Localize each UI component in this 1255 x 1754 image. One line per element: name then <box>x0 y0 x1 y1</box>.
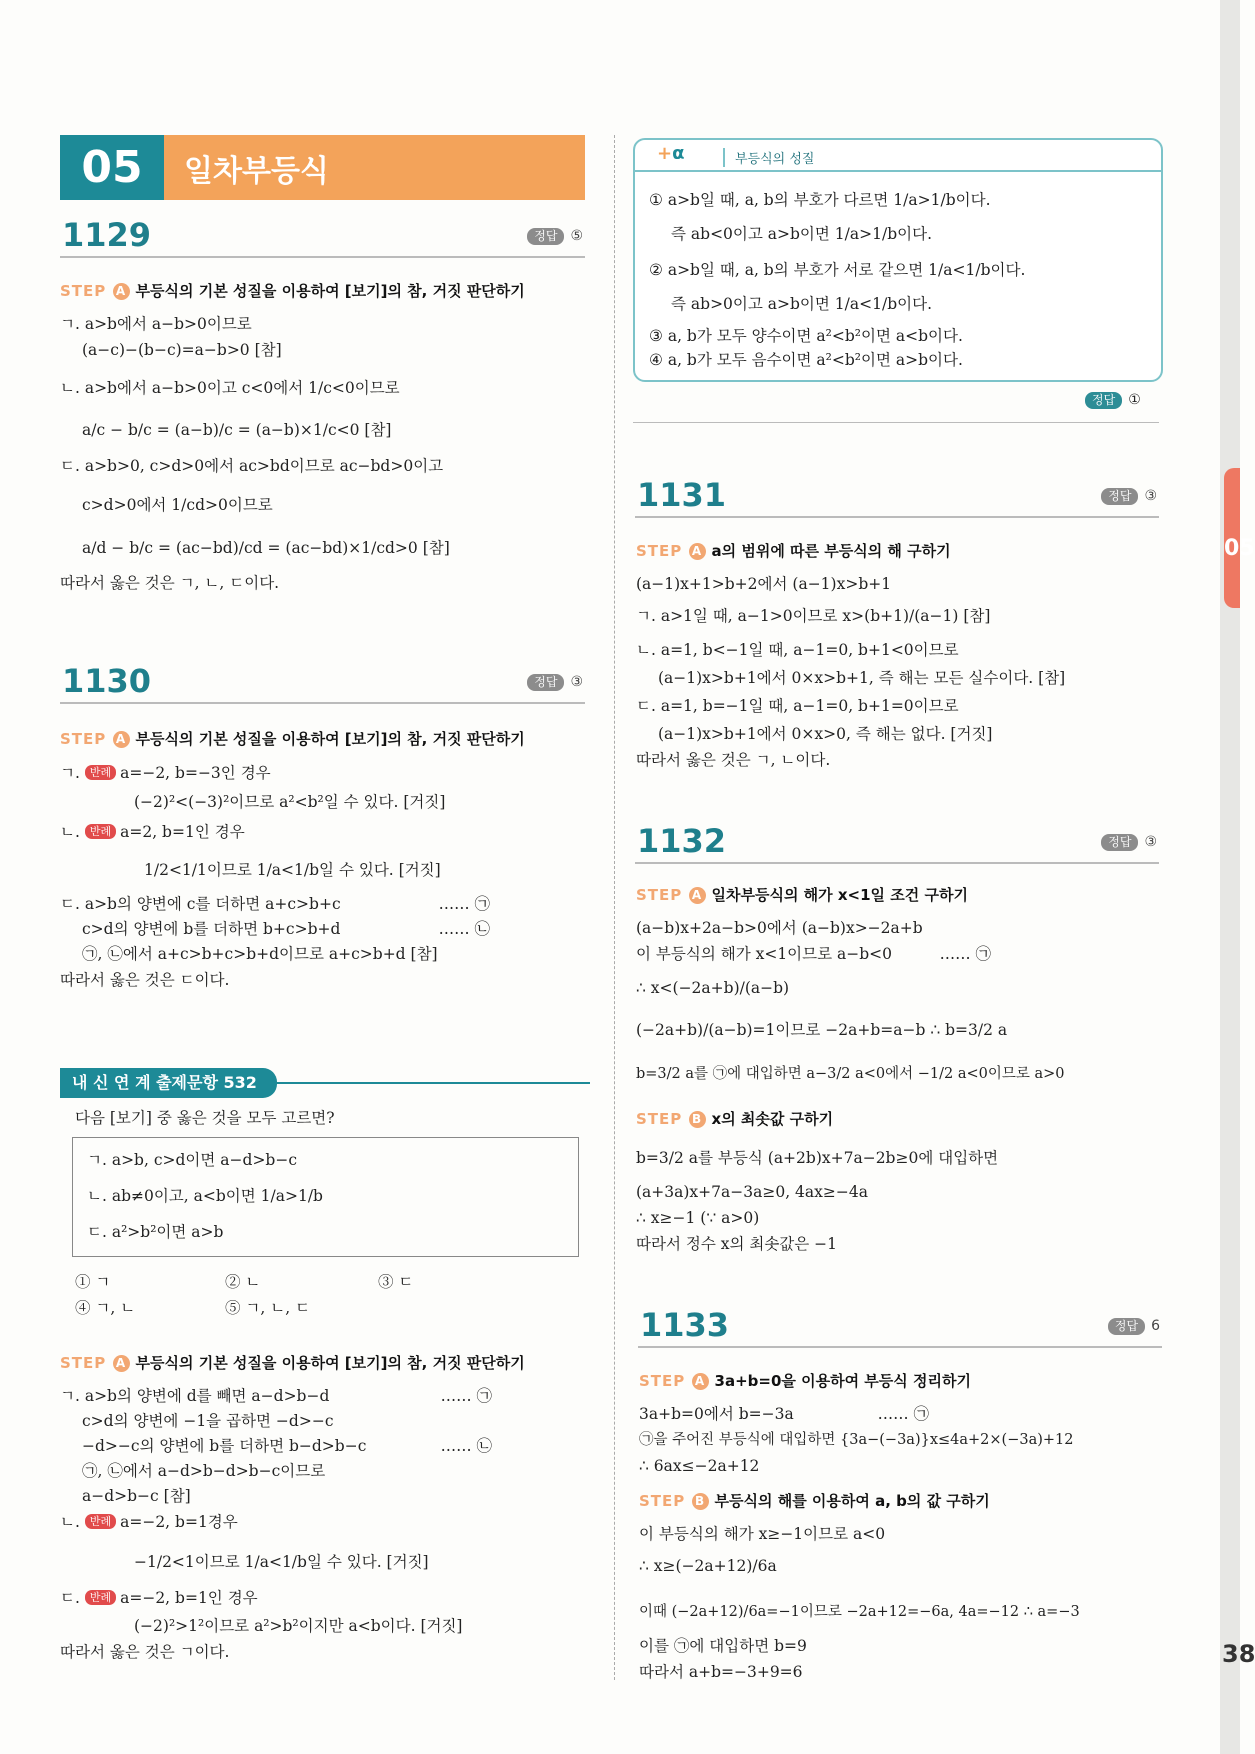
solution-conclusion: 따라서 a+b=−3+9=6 <box>639 1663 803 1681</box>
solution-line: ㄴ. 반례 a=−2, b=1경우 <box>60 1513 238 1531</box>
solution-line: 이 부등식의 해가 x≥−1이므로 a<0 <box>639 1525 886 1543</box>
solution-line: (a−1)x>b+1에서 0×x>b+1, 즉 해는 모든 실수이다. [참] <box>658 669 1066 687</box>
solution-line: c>d의 양변에 −1을 곱하면 −d>−c <box>82 1412 334 1430</box>
solution-line: ㄴ. 반례 a=2, b=1인 경우 <box>60 823 245 841</box>
problem-number: 1131 <box>637 476 727 514</box>
solution-line: (a−1)x+1>b+2에서 (a−1)x>b+1 <box>636 575 892 593</box>
solution-conclusion: 따라서 정수 x의 최솟값은 −1 <box>636 1235 838 1253</box>
solution-line: b=3/2 a를 부등식 (a+2b)x+7a−2b≥0에 대입하면 <box>636 1149 999 1167</box>
section-rule <box>633 422 1159 423</box>
solution-line: ∴ 6ax≤−2a+12 <box>639 1457 760 1475</box>
solution-line: ㄱ. a>b에서 a−b>0이므로 <box>60 315 252 333</box>
solution-line: (−2)²>1²이므로 a²>b²이지만 a<b이다. [거짓] <box>134 1617 463 1635</box>
step-b-1132: STEP B x의 최솟값 구하기 <box>636 1110 834 1128</box>
solution-line: b=3/2 a를 ㉠에 대입하면 a−3/2 a<0에서 −1/2 a<0이므로 a>0 <box>636 1066 1065 1082</box>
answer: 정답 ① <box>1085 390 1141 410</box>
answer: 정답 ③ <box>1101 834 1157 851</box>
solution-line: a/c − b/c = (a−b)/c = (a−b)×1/c<0 [참] <box>82 421 392 439</box>
plus-alpha-header <box>635 140 1161 172</box>
solution-conclusion: 따라서 옳은 것은 ㄱ, ㄴ, ㄷ이다. <box>60 574 280 592</box>
naesin-rule <box>265 1082 590 1084</box>
step-a-naesin: STEP A 부등식의 기본 성질을 이용하여 [보기]의 참, 거짓 판단하기 <box>60 1354 525 1372</box>
step-a-1133: STEP A 3a+b=0을 이용하여 부등식 정리하기 <box>639 1372 971 1390</box>
step-a-1132: STEP A 일차부등식의 해가 x<1일 조건 구하기 <box>636 886 968 904</box>
property-line: ② a>b일 때, a, b의 부호가 서로 같으면 1/a<1/b이다. <box>649 261 1026 279</box>
problem-number: 1132 <box>637 822 727 860</box>
property-line: ① a>b일 때, a, b의 부호가 다르면 1/a>1/b이다. <box>649 191 991 209</box>
bogi-item: ㄴ. ab≠0이고, a<b이면 1/a>1/b <box>87 1187 323 1205</box>
property-line: ③ a, b가 모두 양수이면 a²<b²이면 a<b이다. <box>649 327 963 345</box>
page-edge-shade <box>1220 0 1255 1754</box>
counterexample-badge: 반례 <box>85 1514 116 1529</box>
solution-line: (a+3a)x+7a−3a≥0, 4ax≥−4a <box>636 1183 868 1201</box>
solution-line: ㉠, ㉡에서 a+c>b+c>b+d이므로 a+c>b+d [참] <box>82 945 438 963</box>
chapter-title: 일차부등식 <box>164 135 585 200</box>
choice-3[interactable]: ③ ㄷ <box>378 1273 414 1291</box>
answer: 정답 6 <box>1108 1318 1160 1335</box>
plus-alpha-icon: +α <box>657 143 685 164</box>
solution-line: (a−c)−(b−c)=a−b>0 [참] <box>82 341 282 359</box>
solution-line: (a−1)x>b+1에서 0×x>0, 즉 해는 없다. [거짓] <box>658 725 993 743</box>
solution-line: ㉠을 주어진 부등식에 대입하면 {3a−(−3a)}x≤4a+2×(−3a)+12 <box>639 1432 1074 1448</box>
solution-line: 3a+b=0에서 b=−3a …… ㉠ <box>639 1405 929 1423</box>
counterexample-badge: 반례 <box>85 1590 116 1605</box>
solution-line: a/d − b/c = (ac−bd)/cd = (ac−bd)×1/cd>0 [참] <box>82 539 450 557</box>
page-number: 38 <box>1222 1640 1255 1668</box>
naesin-banner: 내 신 연 계 출제문항 532 <box>60 1068 277 1098</box>
problem-header-1129 <box>60 216 585 258</box>
solution-line: ㄷ. a>b>0, c>d>0에서 ac>bd이므로 ac−bd>0이고 <box>60 457 444 475</box>
problem-header-1132 <box>635 822 1159 864</box>
solution-line: (a−b)x+2a−b>0에서 (a−b)x>−2a+b <box>636 919 923 937</box>
solution-line: ㄱ. a>1일 때, a−1>0이므로 x>(b+1)/(a−1) [참] <box>636 607 991 625</box>
chapter-side-tab[interactable]: 05 <box>1224 468 1240 608</box>
counterexample-badge: 반례 <box>85 824 116 839</box>
step-b-1133: STEP B 부등식의 해를 이용하여 a, b의 값 구하기 <box>639 1492 990 1510</box>
solution-line: −d>−c의 양변에 b를 더하면 b−d>b−c …… ㉡ <box>82 1437 492 1455</box>
solution-line: ㉠, ㉡에서 a−d>b−d>b−c이므로 <box>82 1462 326 1480</box>
answer: 정답 ⑤ <box>527 228 583 245</box>
solution-line: ㄴ. a=1, b<−1일 때, a−1=0, b+1<0이므로 <box>636 641 959 659</box>
solution-line: 1/2<1/1이므로 1/a<1/b일 수 있다. [거짓] <box>144 861 441 879</box>
bogi-item: ㄷ. a²>b²이면 a>b <box>87 1223 224 1241</box>
solution-line: ∴ x≥−1 (∵ a>0) <box>636 1209 760 1227</box>
solution-line: 이 부등식의 해가 x<1이므로 a−b<0 …… ㉠ <box>636 945 991 963</box>
solution-conclusion: 따라서 옳은 것은 ㄱ이다. <box>60 1643 230 1661</box>
step-a-1129: STEP A 부등식의 기본 성질을 이용하여 [보기]의 참, 거짓 판단하기 <box>60 282 525 300</box>
choice-4[interactable]: ④ ㄱ, ㄴ <box>75 1299 136 1317</box>
chapter-banner <box>60 135 585 200</box>
problem-number: 1129 <box>62 216 152 254</box>
property-line: 즉 ab>0이고 a>b이면 1/a<1/b이다. <box>671 295 932 313</box>
solution-line: ㄷ. a=1, b=−1일 때, a−1=0, b+1=0이므로 <box>636 697 959 715</box>
solution-line: ∴ x≥(−2a+12)/6a <box>639 1557 777 1575</box>
step-a-1130: STEP A 부등식의 기본 성질을 이용하여 [보기]의 참, 거짓 판단하기 <box>60 730 525 748</box>
solution-line: ㄷ. a>b의 양변에 c를 더하면 a+c>b+c …… ㉠ <box>60 895 490 913</box>
solution-line: a−d>b−c [참] <box>82 1487 191 1505</box>
solution-line: ㄱ. a>b의 양변에 d를 빼면 a−d>b−d …… ㉠ <box>60 1387 492 1405</box>
problem-header-1133 <box>638 1306 1162 1348</box>
answer: 정답 ③ <box>527 674 583 691</box>
solution-conclusion: 따라서 옳은 것은 ㄷ이다. <box>60 971 230 989</box>
bogi-item: ㄱ. a>b, c>d이면 a−d>b−c <box>87 1151 298 1169</box>
answer: 정답 ③ <box>1101 488 1157 505</box>
step-a-1131: STEP A a의 범위에 따른 부등식의 해 구하기 <box>636 542 951 560</box>
naesin-question: 다음 [보기] 중 옳은 것을 모두 고르면? <box>75 1109 335 1127</box>
solution-conclusion: 따라서 옳은 것은 ㄱ, ㄴ이다. <box>636 751 831 769</box>
solution-line: ㄷ. 반례 a=−2, b=1인 경우 <box>60 1589 258 1607</box>
property-line: 즉 ab<0이고 a>b이면 1/a>1/b이다. <box>671 225 932 243</box>
solution-line: 이를 ㉠에 대입하면 b=9 <box>639 1637 807 1655</box>
plus-alpha-title: 부등식의 성질 <box>723 148 814 167</box>
solution-line: c>d의 양변에 b를 더하면 b+c>b+d …… ㉡ <box>82 920 490 938</box>
choice-2[interactable]: ② ㄴ <box>225 1273 261 1291</box>
solution-line: ∴ x<(−2a+b)/(a−b) <box>636 979 790 997</box>
choice-5[interactable]: ⑤ ㄱ, ㄴ, ㄷ <box>225 1299 311 1317</box>
solution-line: (−2a+b)/(a−b)=1이므로 −2a+b=a−b ∴ b=3/2 a <box>636 1021 1008 1039</box>
problem-header-1130 <box>60 662 585 704</box>
choice-1[interactable]: ① ㄱ <box>75 1273 111 1291</box>
solution-line: −1/2<1이므로 1/a<1/b일 수 있다. [거짓] <box>134 1553 429 1571</box>
problem-number: 1133 <box>640 1306 730 1344</box>
chapter-number: 05 <box>60 135 164 200</box>
solution-line: ㄱ. 반례 a=−2, b=−3인 경우 <box>60 764 271 782</box>
property-line: ④ a, b가 모두 음수이면 a²<b²이면 a>b이다. <box>649 351 963 369</box>
solution-line: 이때 (−2a+12)/6a=−1이므로 −2a+12=−6a, 4a=−12 ∴ a=−3 <box>639 1604 1080 1620</box>
counterexample-badge: 반례 <box>85 765 116 780</box>
bogi-box <box>72 1137 579 1257</box>
column-divider <box>614 135 615 1680</box>
solution-line: c>d>0에서 1/cd>0이므로 <box>82 496 273 514</box>
problem-number: 1130 <box>62 662 152 700</box>
solution-line: (−2)²<(−3)²이므로 a²<b²일 수 있다. [거짓] <box>134 793 446 811</box>
solution-line: ㄴ. a>b에서 a−b>0이고 c<0에서 1/c<0이므로 <box>60 379 400 397</box>
problem-header-1131 <box>635 476 1159 518</box>
plus-alpha-box <box>633 138 1163 382</box>
